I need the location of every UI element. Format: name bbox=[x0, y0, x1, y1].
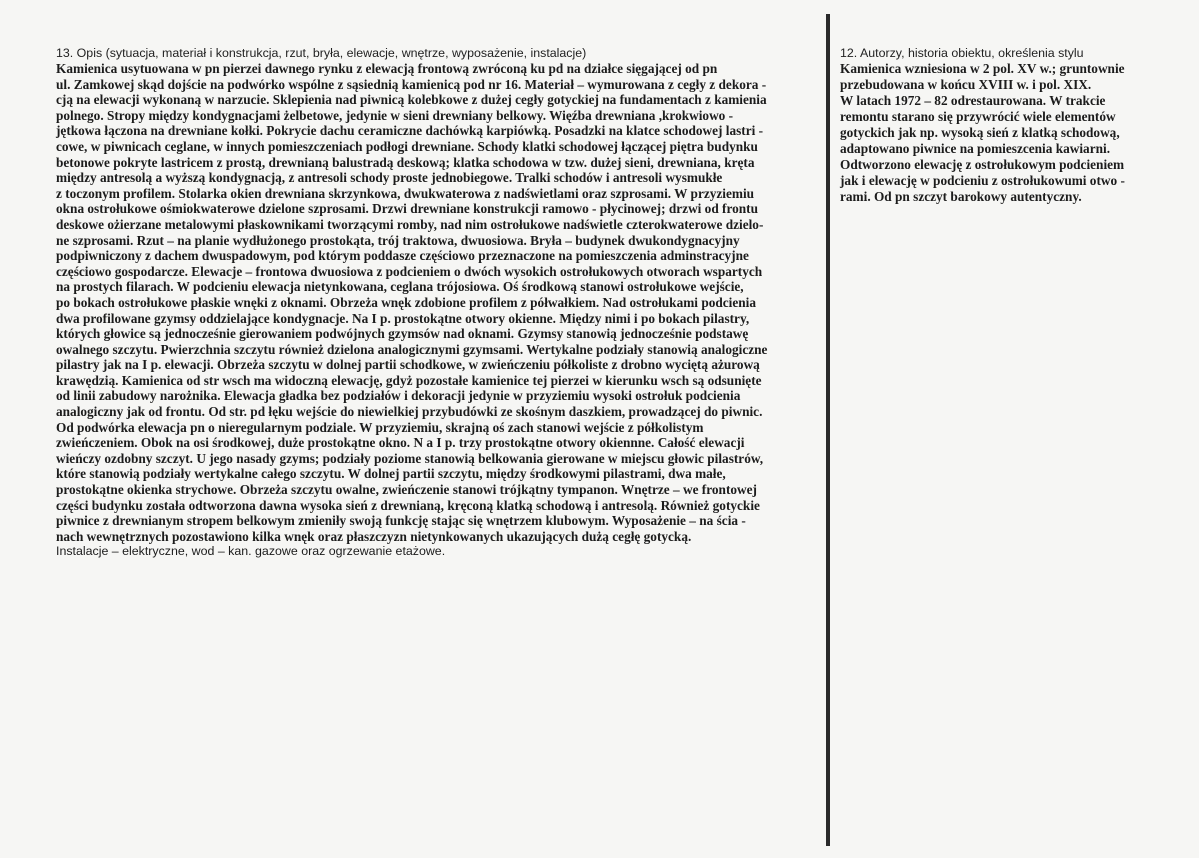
text-line: Odtworzono elewację z ostrołukowym podcieniem bbox=[840, 157, 1125, 172]
text-line: cowe, w piwnicach ceglane, w innych pomieszczeniach podłogi drewniane. Schody klatki schodowej łączącej piętra budynku bbox=[56, 138, 758, 154]
text-line: z toczonym profilem. Stolarka okien drewniana skrzynkowa, dwukwaterowa z nadświetlami oraz szprosami. W przyziemiu bbox=[56, 185, 755, 201]
history-body bbox=[840, 61, 1185, 205]
text-line: okna ostrołukowe ośmiokwaterowe dzielone szprosami. Drzwi drewniane konstrukcji ramowo - płycinowej; drzwi od frontu bbox=[56, 201, 759, 217]
text-line: Kamienica wzniesiona w 2 pol. XV w.; gruntownie bbox=[840, 61, 1125, 76]
text-line: podpiwniczony z dachem dwuspadowym, pod którym poddasze częściowo przeznaczone na pomieszczenia adminstracyjne bbox=[56, 248, 749, 264]
text-line: które stanowią podziały wertykalne całego szczytu. W dolnej partii szczytu, między środkowymi pilastrami, dwa małe, bbox=[56, 466, 726, 482]
text-line: których głowice są jednocześnie gierowaniem podwójnych gzymsów nad oknami. Gzymsy stanowią jednocześnie podstawę bbox=[56, 326, 749, 342]
text-line: analogiczny jak od frontu. Od str. pd łęku wejście do niewielkiej przybudówki ze skośnym daszkiem, prowadzącej do piwnic. bbox=[56, 404, 763, 420]
column-divider bbox=[826, 14, 830, 846]
history-heading: 12. Autorzy, historia obiektu, określenia stylu bbox=[840, 46, 1084, 60]
text-line: polnego. Stropy między kondygnacjami żelbetowe, jedynie w sieni drewniany belkowy. Więźba drewniana ,krokwiowo - bbox=[56, 107, 734, 123]
text-line: deskowe ożierzane metalowymi płaskownikami tworzącymi romby, nad nim ostrołukowe nadświetle czterokwaterowe dzielo- bbox=[56, 216, 764, 232]
text-line: dwa profilowane gzymsy oddzielające kondygnacje. Na I p. prostokątne otwory okienne. Między nimi i po bokach pilastry, bbox=[56, 310, 750, 326]
text-line: od linii zabudowy narożnika. Elewacja gładka bez podziałów i dekoracji jedynie w przyziemiu wysoki ostrołuk podcienia bbox=[56, 388, 741, 404]
text-line: gotyckich jak np. wysoką sień z klatką schodową, bbox=[840, 125, 1120, 140]
text-line: rami. Od pn szczyt barokowy autentyczny. bbox=[840, 189, 1082, 204]
text-line: jętkowa łączona na drewniane kołki. Pokrycie dachu ceramiczne dachówką karpiówką. Posadzki na klatce schodowej lastri - bbox=[56, 123, 764, 139]
text-line: adaptowano piwnice na pomieszcenia kawiarni. bbox=[840, 141, 1111, 156]
text-line: jak i elewację w podcieniu z ostrołukowumi otwo - bbox=[840, 173, 1125, 188]
text-line: krawędzią. Kamienica od str wsch ma widoczną elewację, gdyż pozostałe kamienice tej pierzei w kierunku wsch są odsunięte bbox=[56, 372, 762, 388]
text-line: prostokątne okienka strychowe. Obrzeża szczytu owalne, zwieńczenie stanowi trójkątny tympanon. Wnętrze – we frontowej bbox=[56, 482, 757, 498]
description-heading: 13. Opis (sytuacja, materiał i konstrukcja, rzut, bryła, elewacje, wnętrze, wyposażenie, instalacje) bbox=[56, 46, 587, 60]
text-line: po bokach ostrołukowe płaskie wnęki z oknami. Obrzeża wnęk zdobione profilem z półwałkiem. Nad ostrołukami podcienia bbox=[56, 294, 756, 310]
text-line: częściowo gospodarcze. Elewacje – frontowa dwuosiowa z podcieniem o dwóch wysokich ostrołukowych otworach wspartych bbox=[56, 263, 763, 279]
description-body bbox=[56, 61, 826, 560]
text-line: W latach 1972 – 82 odrestaurowana. W trakcie bbox=[840, 93, 1106, 108]
text-line: remontu starano się przywrócić wiele elementów bbox=[840, 109, 1116, 124]
text-line: ul. Zamkowej skąd dojście na podwórko wspólne z sąsiednią kamienicą pod nr 16. Materiał – wymurowana z cegły z dekora - bbox=[56, 76, 767, 92]
text-line: Od podwórka elewacja pn o nieregularnym podziale. W przyziemiu, skrajną oś zach stanowi wejście z półkolistym bbox=[56, 419, 704, 435]
text-line: Instalacje – elektryczne, wod – kan. gazowe oraz ogrzewanie etażowe. bbox=[56, 544, 446, 559]
text-line: na prostych filarach. W podcieniu elewacja nietynkowana, ceglana trójosiowa. Oś środkową stanowi ostrołukowe wejście, bbox=[56, 279, 744, 295]
text-line: owalnego szczytu. Pwierzchnia szczytu również dzielona analogicznymi gzymsami. Wertykalne podziały stanowią analogiczne bbox=[56, 341, 768, 357]
text-line: cją na elewacji wykonaną w narzucie. Sklepienia nad piwnicą kolebkowe z dużej cegły gotyckiej na fundamentach z kamienia bbox=[56, 92, 767, 108]
text-line: nach wewnętrznych pozostawiono kilka wnęk oraz płaszczyzn nietynkowanych ukazujących dużą cegłę gotycką. bbox=[56, 528, 692, 544]
text-line: zwieńczeniem. Obok na osi środkowej, duże prostokątne okno. N a I p. trzy prostokątne otwory okiennne. Całość elewacji bbox=[56, 435, 745, 451]
text-line: pilastry jak na I p. elewacji. Obrzeża szczytu w dolnej partii schodkowe, w zwieńczeniu półkoliste z drobno wyciętą ażurową bbox=[56, 357, 760, 373]
text-line: piwnice z drewnianym stropem belkowym zmieniły swoją funkcję stając się wnętrzem klubowym. Wyposażenie – na ścia - bbox=[56, 513, 746, 529]
text-line: Kamienica usytuowana w pn pierzei dawnego rynku z elewacją frontową zwróconą ku pd na działce sięgającej od pn bbox=[56, 61, 718, 76]
text-line: ne szprosami. Rzut – na planie wydłużonego prostokąta, trój traktowa, dwuosiowa. Bryła – budynek dwukondygnacyjny bbox=[56, 232, 740, 248]
text-line: między antresolą a wyższą kondygnacją, z antresoli schody proste jednobiegowe. Tralki schodów i antresoli wysmukłe bbox=[56, 170, 723, 186]
text-line: przebudowana w końcu XVIII w. i pol. XIX. bbox=[840, 77, 1092, 92]
history-section bbox=[840, 46, 1185, 205]
text-line: betonowe pokryte lastricem z prostą, drewnianą balustradą deskową; klatka schodowa w tzw. dużej sieni, drewniana, kręta bbox=[56, 154, 755, 170]
text-line: części budynku została odtworzona dawna wysoka sień z drewnianą, kręconą klatką schodową i antresolą. Również gotyckie bbox=[56, 497, 760, 513]
text-line: wieńczy ozdobny szczyt. U jego nasady gzyms; podziały poziome stanowią belkowania gierowane w miejscu głowic pilastrów, bbox=[56, 450, 764, 466]
description-section bbox=[56, 46, 826, 560]
